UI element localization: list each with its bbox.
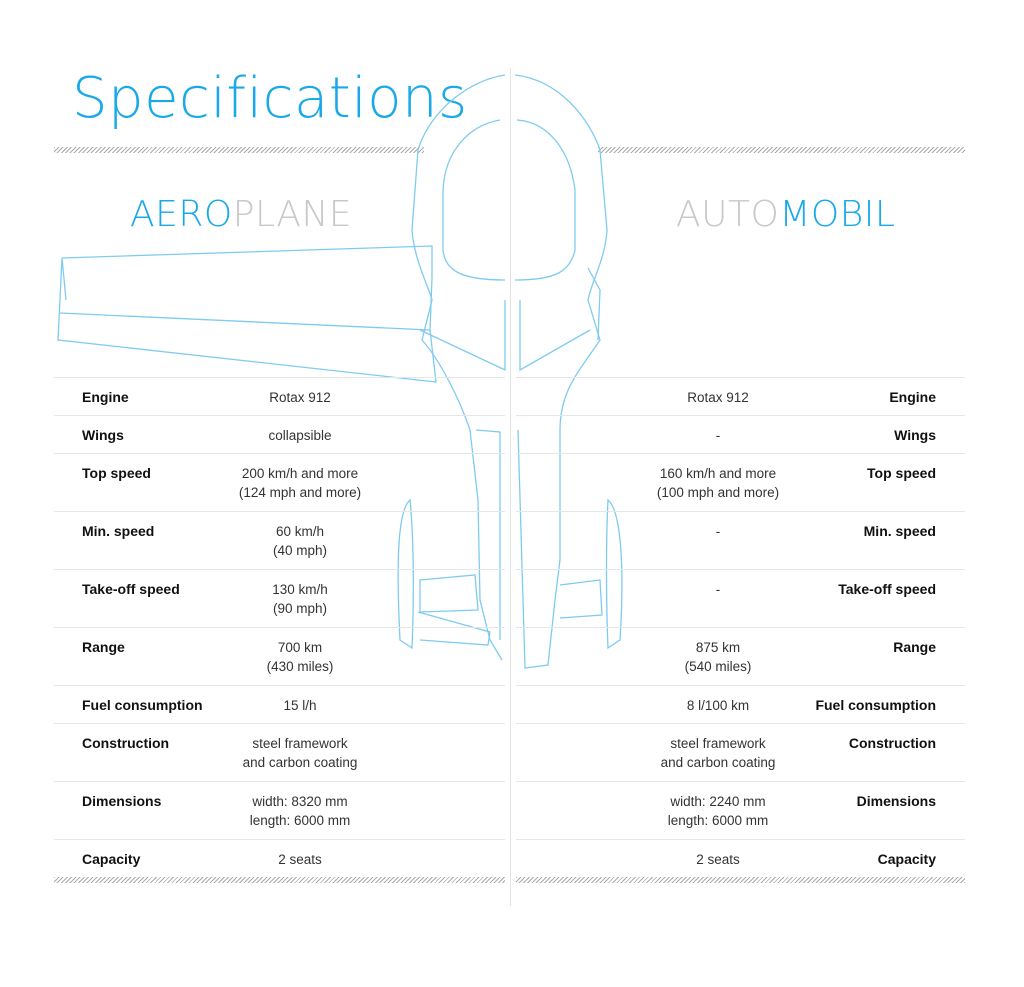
spec-value: 200 km/h and more (124 mph and more) — [238, 466, 362, 500]
spec-value: 8 l/100 km — [686, 698, 750, 713]
spec-label: Construction — [82, 735, 170, 751]
spec-label: Dimensions — [82, 793, 162, 809]
spec-value: - — [715, 428, 721, 443]
heading-part: AUTO — [676, 194, 780, 235]
table-row — [516, 377, 965, 415]
spec-label: Top speed — [867, 465, 936, 481]
spec-value: Rotax 912 — [687, 390, 749, 405]
table-row — [516, 839, 965, 877]
spec-label: Min. speed — [863, 523, 936, 539]
table-row — [54, 839, 505, 877]
spec-label: Engine — [889, 389, 936, 405]
spec-value: Rotax 912 — [269, 390, 331, 405]
table-row — [54, 569, 505, 627]
spec-label: Range — [893, 639, 936, 655]
table-row — [516, 627, 965, 685]
spec-label: Fuel consumption — [815, 697, 936, 713]
table-row — [54, 781, 505, 839]
spec-label: Construction — [848, 735, 936, 751]
table-row — [54, 627, 505, 685]
spec-value: - — [715, 582, 721, 597]
table-row — [54, 415, 505, 453]
spec-value: 60 km/h (40 mph) — [272, 524, 328, 558]
spec-value: width: 8320 mm length: 6000 mm — [249, 794, 351, 828]
table-row — [516, 685, 965, 723]
spec-value: 15 l/h — [283, 698, 317, 713]
spec-label: Min. speed — [82, 523, 155, 539]
spec-value: - — [715, 524, 721, 539]
spec-value: width: 2240 mm length: 6000 mm — [667, 794, 769, 828]
spec-label: Take-off speed — [82, 581, 180, 597]
spec-label: Take-off speed — [838, 581, 936, 597]
spec-value: 160 km/h and more (100 mph and more) — [656, 466, 780, 500]
page-title: Specifications — [72, 66, 468, 131]
heading-part: PLANE — [232, 194, 353, 235]
spec-label: Top speed — [82, 465, 151, 481]
table-row — [54, 377, 505, 415]
bottom-divider — [54, 877, 505, 883]
bottom-divider — [516, 877, 965, 883]
table-row — [516, 511, 965, 569]
spec-label: Range — [82, 639, 125, 655]
spec-label: Engine — [82, 389, 129, 405]
spec-value: collapsible — [268, 428, 332, 443]
spec-value: steel framework and carbon coating — [660, 736, 776, 770]
spec-value: 700 km (430 miles) — [266, 640, 334, 674]
spec-value: steel framework and carbon coating — [242, 736, 358, 770]
table-row — [54, 453, 505, 511]
table-row — [54, 723, 505, 781]
spec-value: 875 km (540 miles) — [684, 640, 752, 674]
table-row — [54, 685, 505, 723]
spec-label: Dimensions — [856, 793, 936, 809]
heading-part: MOBIL — [779, 194, 896, 235]
spec-value: 2 seats — [696, 852, 740, 867]
spec-value: 130 km/h (90 mph) — [272, 582, 328, 616]
spec-label: Fuel consumption — [82, 697, 203, 713]
table-row — [516, 781, 965, 839]
table-row — [54, 511, 505, 569]
spec-label: Capacity — [877, 851, 936, 867]
spec-label: Wings — [894, 427, 936, 443]
aeroplane-spec-table — [54, 377, 505, 883]
automobil-spec-table — [516, 377, 965, 883]
spec-value: 2 seats — [278, 852, 322, 867]
spec-label: Wings — [82, 427, 124, 443]
heading-part: AERO — [130, 194, 233, 235]
table-row — [516, 723, 965, 781]
spec-label: Capacity — [82, 851, 141, 867]
table-row — [516, 569, 965, 627]
table-row — [516, 415, 965, 453]
table-row — [516, 453, 965, 511]
